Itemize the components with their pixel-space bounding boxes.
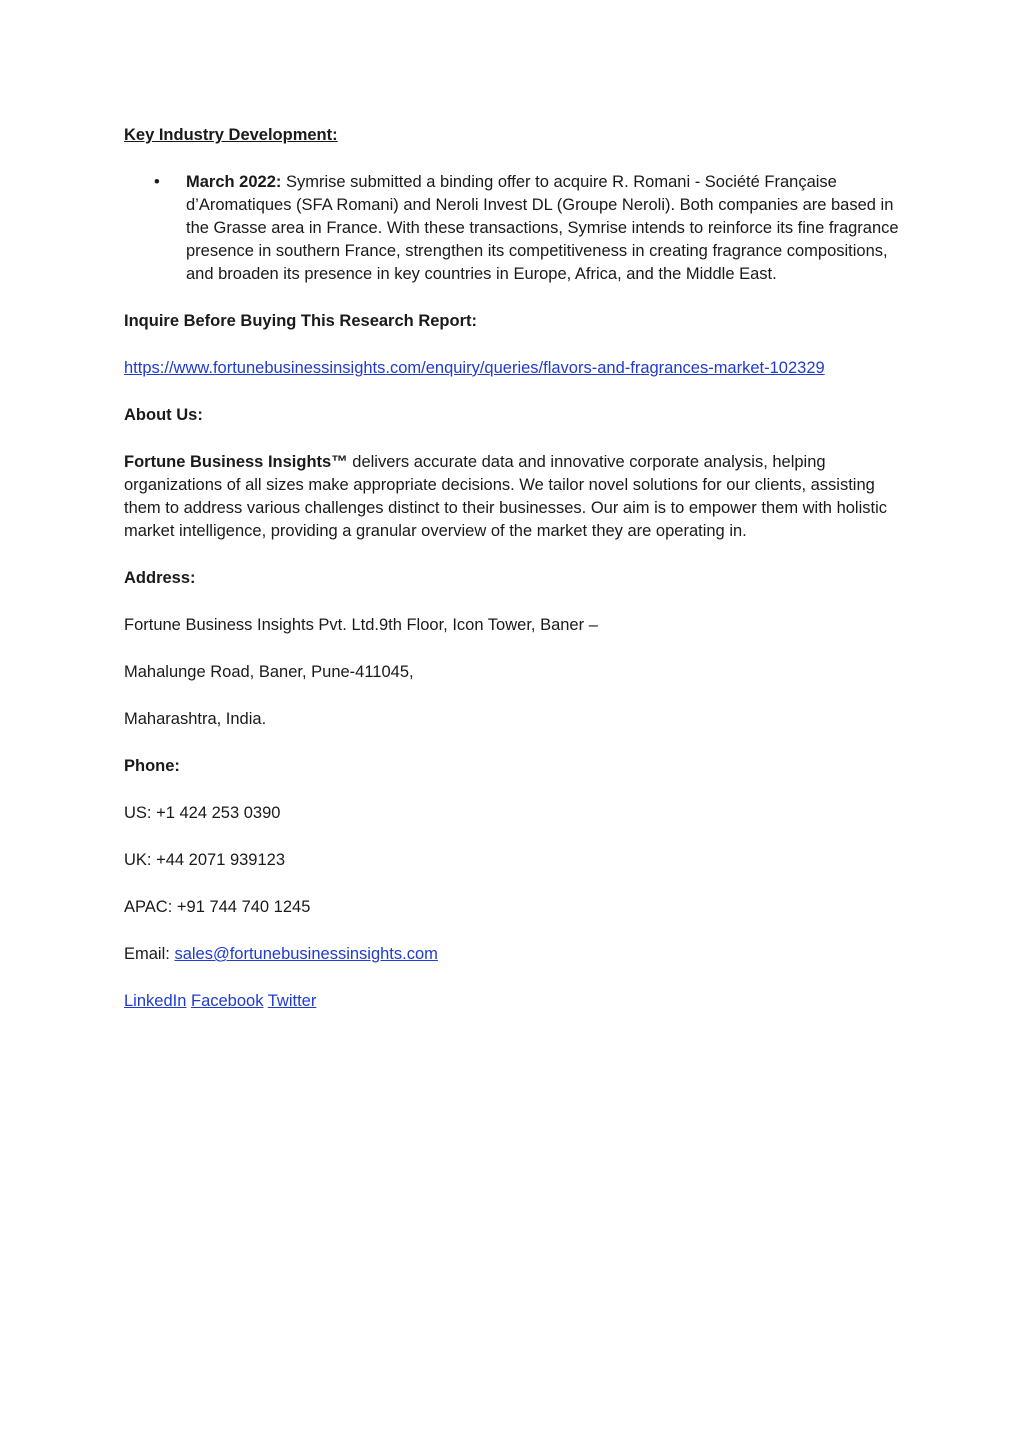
key-development-heading: Key Industry Development:: [124, 126, 338, 144]
inquire-link-row: [124, 357, 904, 380]
inquire-heading: Inquire Before Buying This Research Report:: [124, 312, 477, 330]
phone-us: US: +1 424 253 0390: [124, 804, 281, 822]
phone-uk: UK: +44 2071 939123: [124, 851, 286, 869]
phone-apac: APAC: +91 744 740 1245: [124, 898, 311, 916]
address-line-2: Mahalunge Road, Baner, Pune-411045,: [124, 663, 414, 681]
bullet-date: March 2022:: [186, 173, 282, 191]
address-line-3: Maharashtra, India.: [124, 710, 267, 728]
address-heading: Address:: [124, 569, 196, 587]
social-links: [124, 990, 904, 1013]
about-text: delivers accurate data and innovative corporate analysis, helping organizations of all sizes make appropriate decisions. We tailor novel solutions for our clients, assisting them to address various challenges distinct to their businesses. Our aim is to empower them with holistic market intelligence, providing a granular overview of the market they are operating in.: [124, 453, 888, 540]
about-paragraph: [124, 451, 904, 543]
facebook-link[interactable]: Facebook: [190, 992, 264, 1010]
document-page: [124, 124, 904, 1013]
email-label: Email:: [124, 945, 175, 963]
bullet-icon: •: [154, 173, 160, 191]
about-brand: Fortune Business Insights™: [124, 453, 348, 471]
linkedin-link[interactable]: LinkedIn: [124, 992, 187, 1010]
bullet-text: [186, 171, 904, 286]
phone-heading: Phone:: [124, 757, 180, 775]
email-link[interactable]: sales@fortunebusinessinsights.com: [174, 945, 438, 963]
email-row: [124, 943, 904, 966]
inquire-link[interactable]: https://www.fortunebusinessinsights.com/enquiry/queries/flavors-and-fragrances-market-102329: [124, 359, 825, 377]
key-development-bullet: [154, 171, 904, 286]
address-line-1: Fortune Business Insights Pvt. Ltd.9th Floor, Icon Tower, Baner –: [124, 616, 598, 634]
bullet-body: Symrise submitted a binding offer to acquire R. Romani - Société Française d’Aromatiques (SFA Romani) and Neroli Invest DL (Groupe Neroli). Both companies are based in the Grasse area in France. With these transactions, Symrise intends to reinforce its fine fragrance presence in southern France, strengthen its competitiveness in creating fragrance compositions, and broaden its presence in key countries in Europe, Africa, and the Middle East.: [186, 173, 899, 283]
twitter-link[interactable]: Twitter: [267, 992, 317, 1010]
about-heading: About Us:: [124, 406, 203, 424]
